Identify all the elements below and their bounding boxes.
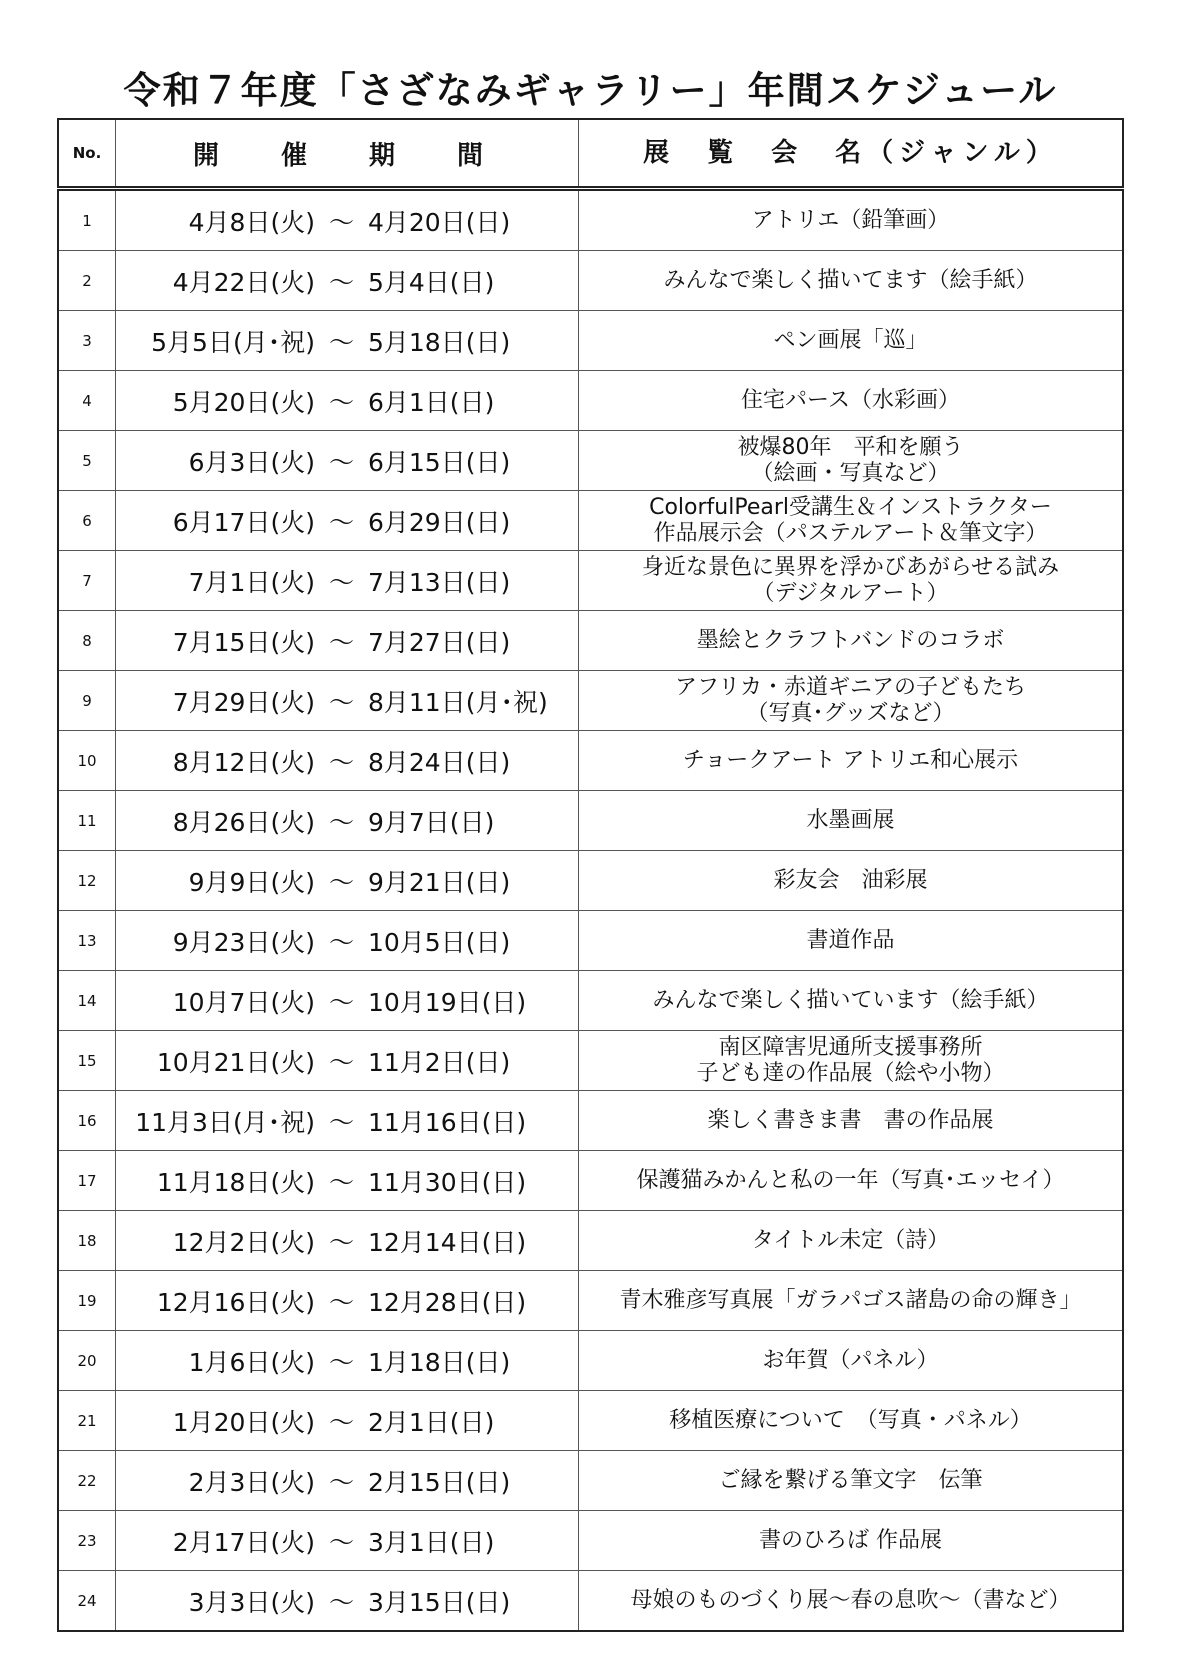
period-start: 4月8日(火) bbox=[188, 207, 315, 237]
exhibition-name-line: ペン画展「巡」 bbox=[773, 327, 928, 353]
row-exhibition-name bbox=[579, 251, 1124, 311]
period-end: 1月18日(日) bbox=[368, 1347, 511, 1377]
table-row bbox=[58, 731, 1123, 791]
row-number: 1 bbox=[58, 189, 116, 251]
row-period bbox=[116, 671, 579, 731]
exhibition-name-line: 被爆80年 平和を願う bbox=[737, 434, 964, 460]
period-end: 9月7日(日) bbox=[368, 807, 495, 837]
row-number: 9 bbox=[58, 671, 116, 731]
period-separator: ～ bbox=[328, 567, 354, 597]
period-start: 5月5日(月･祝) bbox=[151, 327, 315, 357]
exhibition-name-line: タイトル未定（詩） bbox=[751, 1227, 950, 1253]
row-period bbox=[116, 971, 579, 1031]
period-separator: ～ bbox=[328, 1047, 354, 1077]
row-period bbox=[116, 911, 579, 971]
period-separator: ～ bbox=[328, 1107, 354, 1137]
table-row bbox=[58, 1451, 1123, 1511]
period-separator: ～ bbox=[328, 507, 354, 537]
period-start: 9月9日(火) bbox=[188, 867, 315, 897]
row-period bbox=[116, 1331, 579, 1391]
exhibition-name-line: （デジタルアート） bbox=[752, 580, 949, 606]
period-separator: ～ bbox=[328, 747, 354, 777]
table-row bbox=[58, 1091, 1123, 1151]
row-exhibition-name bbox=[579, 611, 1124, 671]
period-separator: ～ bbox=[328, 327, 354, 357]
table-row bbox=[58, 189, 1123, 251]
header-period: 開 催 期 間 bbox=[116, 119, 579, 189]
period-end: 11月2日(日) bbox=[368, 1047, 511, 1077]
exhibition-name-line: （写真･グッズなど） bbox=[746, 700, 955, 726]
exhibition-name-line: お年賀（パネル） bbox=[762, 1347, 939, 1373]
period-separator: ～ bbox=[328, 927, 354, 957]
row-period bbox=[116, 491, 579, 551]
period-end: 7月13日(日) bbox=[368, 567, 511, 597]
row-exhibition-name bbox=[579, 1571, 1124, 1632]
table-row bbox=[58, 911, 1123, 971]
period-separator: ～ bbox=[328, 447, 354, 477]
row-exhibition-name bbox=[579, 911, 1124, 971]
period-separator: ～ bbox=[328, 1467, 354, 1497]
table-row bbox=[58, 851, 1123, 911]
exhibition-name-line: 移植医療について （写真・パネル） bbox=[669, 1407, 1032, 1433]
period-end: 7月27日(日) bbox=[368, 627, 511, 657]
exhibition-name-line: （絵画・写真など） bbox=[751, 460, 950, 486]
period-separator: ～ bbox=[328, 387, 354, 417]
header-no: No. bbox=[58, 119, 116, 189]
period-end: 6月29日(日) bbox=[368, 507, 511, 537]
row-period bbox=[116, 611, 579, 671]
row-exhibition-name bbox=[579, 791, 1124, 851]
row-period bbox=[116, 1091, 579, 1151]
period-start: 12月16日(火) bbox=[156, 1287, 315, 1317]
period-end: 6月15日(日) bbox=[368, 447, 511, 477]
row-period bbox=[116, 1451, 579, 1511]
row-exhibition-name bbox=[579, 551, 1124, 611]
table-row bbox=[58, 551, 1123, 611]
table-row bbox=[58, 671, 1123, 731]
row-number: 13 bbox=[58, 911, 116, 971]
row-number: 8 bbox=[58, 611, 116, 671]
exhibition-name-line: チョークアート アトリエ和心展示 bbox=[682, 747, 1019, 773]
row-number: 5 bbox=[58, 431, 116, 491]
header-row bbox=[58, 119, 1123, 189]
exhibition-name-line: 住宅パース（水彩画） bbox=[741, 387, 960, 413]
row-exhibition-name bbox=[579, 971, 1124, 1031]
table-row bbox=[58, 1151, 1123, 1211]
exhibition-name-line: 水墨画展 bbox=[806, 807, 895, 833]
row-number: 15 bbox=[58, 1031, 116, 1091]
row-exhibition-name bbox=[579, 1151, 1124, 1211]
row-number: 6 bbox=[58, 491, 116, 551]
period-end: 4月20日(日) bbox=[368, 207, 511, 237]
row-period bbox=[116, 1151, 579, 1211]
table-row bbox=[58, 971, 1123, 1031]
period-start: 10月21日(火) bbox=[156, 1047, 315, 1077]
row-period bbox=[116, 1391, 579, 1451]
table-row bbox=[58, 791, 1123, 851]
exhibition-name-line: 保護猫みかんと私の一年（写真･エッセイ） bbox=[636, 1167, 1065, 1193]
row-number: 19 bbox=[58, 1271, 116, 1331]
table-row bbox=[58, 611, 1123, 671]
period-start: 11月3日(月･祝) bbox=[135, 1107, 315, 1137]
period-separator: ～ bbox=[328, 207, 354, 237]
period-separator: ～ bbox=[328, 267, 354, 297]
row-number: 16 bbox=[58, 1091, 116, 1151]
exhibition-name-line: 子ども達の作品展（絵や小物） bbox=[696, 1060, 1005, 1086]
row-period bbox=[116, 251, 579, 311]
exhibition-name-line: 南区障害児通所支援事務所 bbox=[718, 1034, 983, 1060]
period-start: 1月6日(火) bbox=[188, 1347, 315, 1377]
row-exhibition-name bbox=[579, 851, 1124, 911]
row-number: 18 bbox=[58, 1211, 116, 1271]
row-number: 2 bbox=[58, 251, 116, 311]
header-name: 展 覧 会 名（ジャンル） bbox=[579, 119, 1124, 189]
table-row bbox=[58, 1571, 1123, 1632]
row-number: 10 bbox=[58, 731, 116, 791]
period-end: 11月30日(日) bbox=[368, 1167, 527, 1197]
row-period bbox=[116, 1211, 579, 1271]
row-exhibition-name bbox=[579, 671, 1124, 731]
row-exhibition-name bbox=[579, 189, 1124, 251]
row-exhibition-name bbox=[579, 1511, 1124, 1571]
row-period bbox=[116, 731, 579, 791]
period-start: 8月26日(火) bbox=[172, 807, 315, 837]
row-exhibition-name bbox=[579, 431, 1124, 491]
row-number: 11 bbox=[58, 791, 116, 851]
row-period bbox=[116, 551, 579, 611]
row-number: 4 bbox=[58, 371, 116, 431]
period-separator: ～ bbox=[328, 1407, 354, 1437]
period-start: 6月17日(火) bbox=[172, 507, 315, 537]
row-period bbox=[116, 1031, 579, 1091]
period-start: 3月3日(火) bbox=[188, 1587, 315, 1617]
row-exhibition-name bbox=[579, 1391, 1124, 1451]
exhibition-name-line: 青木雅彦写真展「ガラパゴス諸島の命の輝き」 bbox=[619, 1287, 1082, 1313]
table-row bbox=[58, 1271, 1123, 1331]
period-separator: ～ bbox=[328, 1527, 354, 1557]
period-start: 7月15日(火) bbox=[172, 627, 315, 657]
period-start: 8月12日(火) bbox=[172, 747, 315, 777]
period-separator: ～ bbox=[328, 1167, 354, 1197]
period-start: 9月23日(火) bbox=[172, 927, 315, 957]
period-separator: ～ bbox=[328, 687, 354, 717]
row-exhibition-name bbox=[579, 1331, 1124, 1391]
row-period bbox=[116, 791, 579, 851]
page-title: 令和７年度「さざなみギャラリー」年間スケジュール bbox=[123, 69, 1058, 112]
exhibition-name-line: アフリカ・赤道ギニアの子どもたち bbox=[675, 674, 1026, 700]
row-number: 21 bbox=[58, 1391, 116, 1451]
row-period bbox=[116, 311, 579, 371]
row-period bbox=[116, 189, 579, 251]
period-separator: ～ bbox=[328, 987, 354, 1017]
period-end: 2月15日(日) bbox=[368, 1467, 511, 1497]
row-number: 24 bbox=[58, 1571, 116, 1632]
period-end: 3月1日(日) bbox=[368, 1527, 495, 1557]
row-number: 3 bbox=[58, 311, 116, 371]
period-end: 9月21日(日) bbox=[368, 867, 511, 897]
row-number: 12 bbox=[58, 851, 116, 911]
exhibition-name-line: みんなで楽しく描いてます（絵手紙） bbox=[663, 267, 1038, 293]
period-separator: ～ bbox=[328, 807, 354, 837]
period-separator: ～ bbox=[328, 627, 354, 657]
row-exhibition-name bbox=[579, 491, 1124, 551]
exhibition-name-line: ご縁を繋げる筆文字 伝筆 bbox=[718, 1467, 983, 1493]
table-row bbox=[58, 1391, 1123, 1451]
row-period bbox=[116, 851, 579, 911]
exhibition-name-line: 作品展示会（パステルアート＆筆文字） bbox=[653, 520, 1048, 546]
table-row bbox=[58, 251, 1123, 311]
exhibition-name-line: 彩友会 油彩展 bbox=[773, 867, 928, 893]
period-start: 7月29日(火) bbox=[172, 687, 315, 717]
period-separator: ～ bbox=[328, 1587, 354, 1617]
period-end: 8月24日(日) bbox=[368, 747, 511, 777]
row-number: 14 bbox=[58, 971, 116, 1031]
period-start: 2月17日(火) bbox=[172, 1527, 315, 1557]
table-row bbox=[58, 491, 1123, 551]
exhibition-name-line: 母娘のものづくり展～春の息吹～（書など） bbox=[630, 1587, 1071, 1613]
exhibition-name-line: アトリエ（鉛筆画） bbox=[751, 207, 950, 233]
row-exhibition-name bbox=[579, 371, 1124, 431]
period-separator: ～ bbox=[328, 867, 354, 897]
period-end: 6月1日(日) bbox=[368, 387, 495, 417]
table-row bbox=[58, 311, 1123, 371]
table-row bbox=[58, 1031, 1123, 1091]
period-end: 12月28日(日) bbox=[368, 1287, 527, 1317]
period-end: 12月14日(日) bbox=[368, 1227, 527, 1257]
period-start: 6月3日(火) bbox=[188, 447, 315, 477]
period-end: 10月19日(日) bbox=[368, 987, 527, 1017]
period-end: 5月18日(日) bbox=[368, 327, 511, 357]
row-period bbox=[116, 431, 579, 491]
schedule-table bbox=[57, 118, 1124, 1632]
exhibition-name-line: ColorfulPearl受講生＆インストラクター bbox=[649, 494, 1052, 520]
exhibition-name-line: 書道作品 bbox=[806, 927, 895, 953]
period-end: 8月11日(月･祝) bbox=[368, 687, 548, 717]
row-exhibition-name bbox=[579, 1031, 1124, 1091]
row-exhibition-name bbox=[579, 1271, 1124, 1331]
row-number: 17 bbox=[58, 1151, 116, 1211]
row-number: 23 bbox=[58, 1511, 116, 1571]
row-number: 22 bbox=[58, 1451, 116, 1511]
exhibition-name-line: 楽しく書きま書 書の作品展 bbox=[707, 1107, 994, 1133]
period-end: 10月5日(日) bbox=[368, 927, 511, 957]
exhibition-name-line: 身近な景色に異界を浮かびあがらせる試み bbox=[641, 554, 1060, 580]
row-period bbox=[116, 371, 579, 431]
period-end: 3月15日(日) bbox=[368, 1587, 511, 1617]
period-start: 2月3日(火) bbox=[188, 1467, 315, 1497]
table-header bbox=[58, 119, 1123, 189]
table-row bbox=[58, 1511, 1123, 1571]
row-period bbox=[116, 1271, 579, 1331]
period-end: 5月4日(日) bbox=[368, 267, 495, 297]
exhibition-name-line: みんなで楽しく描いています（絵手紙） bbox=[652, 987, 1049, 1013]
period-start: 12月2日(火) bbox=[172, 1227, 315, 1257]
period-separator: ～ bbox=[328, 1287, 354, 1317]
exhibition-name-line: 墨絵とクラフトバンドのコラボ bbox=[696, 627, 1005, 653]
period-start: 10月7日(火) bbox=[172, 987, 315, 1017]
row-exhibition-name bbox=[579, 311, 1124, 371]
row-number: 7 bbox=[58, 551, 116, 611]
period-start: 1月20日(火) bbox=[172, 1407, 315, 1437]
period-start: 11月18日(火) bbox=[156, 1167, 315, 1197]
row-exhibition-name bbox=[579, 731, 1124, 791]
table-row bbox=[58, 1331, 1123, 1391]
table-row bbox=[58, 371, 1123, 431]
period-start: 5月20日(火) bbox=[172, 387, 315, 417]
row-exhibition-name bbox=[579, 1451, 1124, 1511]
table-row bbox=[58, 1211, 1123, 1271]
table-body bbox=[58, 189, 1123, 1632]
period-start: 4月22日(火) bbox=[172, 267, 315, 297]
period-end: 11月16日(日) bbox=[368, 1107, 527, 1137]
row-period bbox=[116, 1511, 579, 1571]
period-end: 2月1日(日) bbox=[368, 1407, 495, 1437]
table-row bbox=[58, 431, 1123, 491]
period-separator: ～ bbox=[328, 1347, 354, 1377]
period-separator: ～ bbox=[328, 1227, 354, 1257]
row-number: 20 bbox=[58, 1331, 116, 1391]
row-exhibition-name bbox=[579, 1091, 1124, 1151]
row-period bbox=[116, 1571, 579, 1632]
period-start: 7月1日(火) bbox=[188, 567, 315, 597]
row-exhibition-name bbox=[579, 1211, 1124, 1271]
exhibition-name-line: 書のひろば 作品展 bbox=[759, 1527, 942, 1553]
